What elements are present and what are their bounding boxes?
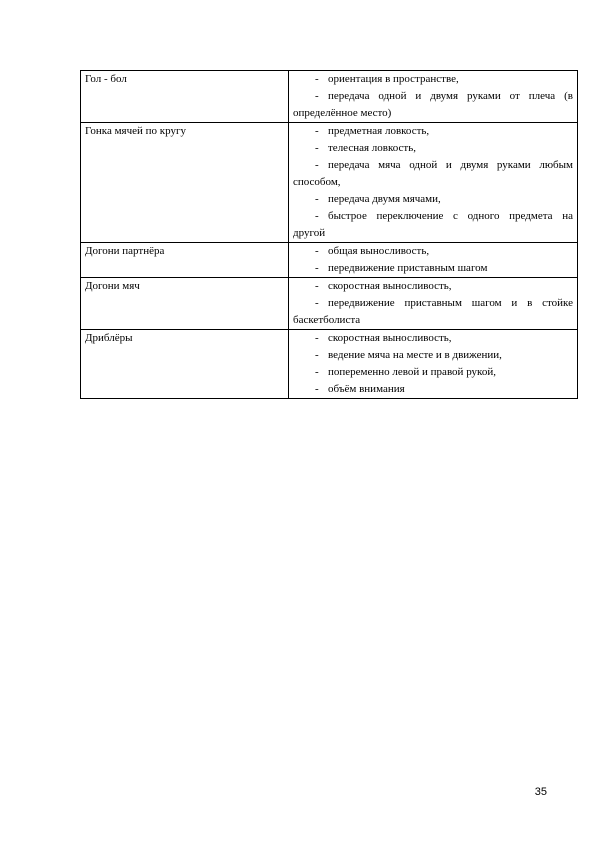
skill-text: ориентация в пространстве,: [328, 73, 459, 85]
games-table: [80, 70, 578, 399]
skill-text: телесная ловкость,: [328, 142, 416, 154]
skill-text: ведение мяча на месте и в движении,: [328, 349, 502, 361]
skill-item: [293, 381, 573, 398]
skill-text: общая выносливость,: [328, 245, 430, 257]
skill-item: [293, 364, 573, 381]
bullet-dash: -: [315, 349, 319, 361]
table-row: [81, 243, 578, 278]
skill-item: [293, 140, 573, 157]
skill-text: предметная ловкость,: [328, 125, 430, 137]
skills-cell: [289, 71, 578, 123]
skill-text: передача двумя мячами,: [328, 193, 441, 205]
skills-cell: [289, 243, 578, 278]
skill-item: [293, 88, 573, 122]
skill-item: [293, 123, 573, 140]
bullet-dash: -: [315, 332, 319, 344]
skill-text: передвижение приставным шагом: [328, 262, 488, 274]
skills-cell: [289, 278, 578, 330]
bullet-dash: -: [315, 193, 319, 205]
skill-text: передача одной и двумя руками от плеча (в определённое место): [293, 90, 573, 119]
skill-item: [293, 278, 573, 295]
skill-text: быстрое переключение с одного предмета на другой: [293, 210, 573, 239]
skills-cell: [289, 123, 578, 243]
bullet-dash: -: [315, 366, 319, 378]
bullet-dash: -: [315, 73, 319, 85]
bullet-dash: -: [315, 280, 319, 292]
table-row: [81, 123, 578, 243]
page-number: 35: [534, 786, 547, 798]
skill-text: объём внимания: [328, 383, 405, 395]
skill-item: [293, 157, 573, 191]
game-name: Догони мяч: [81, 278, 289, 330]
bullet-dash: -: [315, 210, 319, 222]
bullet-dash: -: [315, 90, 319, 102]
game-name: Дриблёры: [81, 330, 289, 399]
skill-item: [293, 260, 573, 277]
game-name: Догони партнёра: [81, 243, 289, 278]
table-row: [81, 278, 578, 330]
skill-item: [293, 330, 573, 347]
table-row: [81, 330, 578, 399]
bullet-dash: -: [315, 142, 319, 154]
skill-text: передвижение приставным шагом и в стойке баскетболиста: [293, 297, 573, 326]
skill-item: [293, 208, 573, 242]
skill-text: скоростная выносливость,: [328, 280, 452, 292]
bullet-dash: -: [315, 262, 319, 274]
game-name: Гол - бол: [81, 71, 289, 123]
bullet-dash: -: [315, 297, 319, 309]
table-row: [81, 71, 578, 123]
bullet-dash: -: [315, 383, 319, 395]
skill-item: [293, 347, 573, 364]
skills-cell: [289, 330, 578, 399]
skill-text: передача мяча одной и двумя руками любым способом,: [293, 159, 573, 188]
bullet-dash: -: [315, 245, 319, 257]
skill-item: [293, 71, 573, 88]
skill-text: попеременно левой и правой рукой,: [328, 366, 496, 378]
skill-item: [293, 191, 573, 208]
skill-item: [293, 295, 573, 329]
bullet-dash: -: [315, 125, 319, 137]
bullet-dash: -: [315, 159, 319, 171]
game-name: Гонка мячей по кругу: [81, 123, 289, 243]
skill-text: скоростная выносливость,: [328, 332, 452, 344]
skill-item: [293, 243, 573, 260]
